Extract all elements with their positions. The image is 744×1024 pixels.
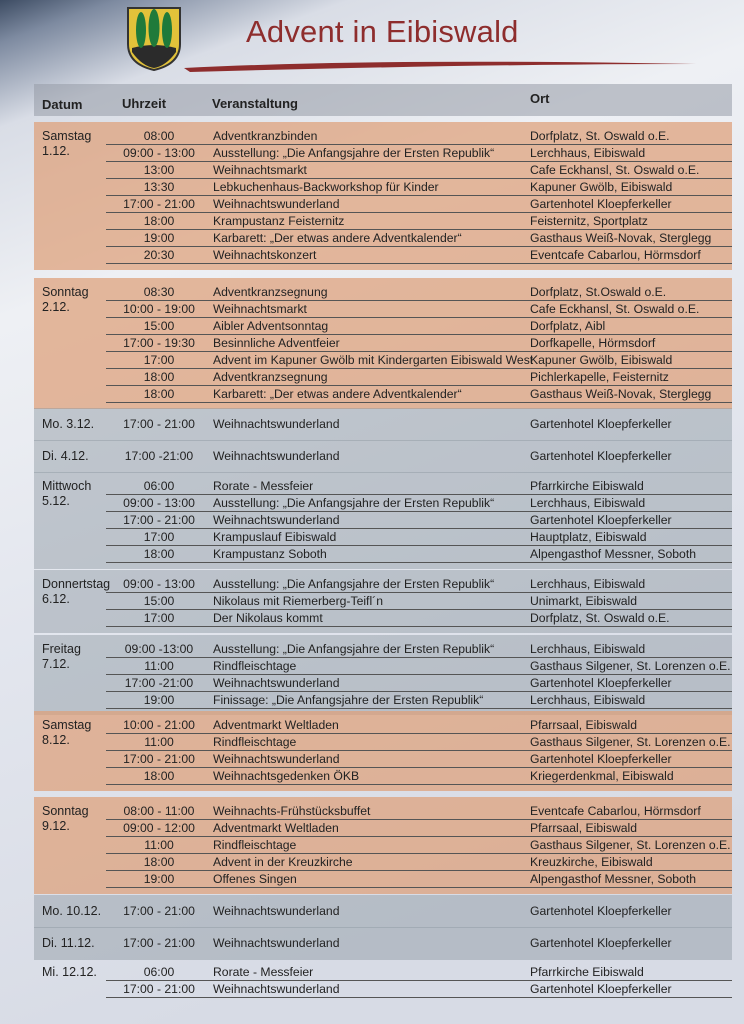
header-veranstaltung: Veranstaltung	[212, 96, 298, 111]
event-row	[34, 576, 732, 593]
event-place: Gartenhotel Kloepferkeller	[530, 982, 672, 996]
event-row	[34, 145, 732, 162]
day-section	[34, 797, 732, 894]
event-name: Weihnachtswunderland	[213, 449, 340, 463]
event-time: 17:00 - 21:00	[123, 904, 195, 918]
event-name: Weihnachtsmarkt	[213, 163, 307, 177]
title-swoosh	[180, 54, 700, 76]
event-row	[34, 478, 732, 495]
event-name: Krampustanz Feisternitz	[213, 214, 345, 228]
event-row	[34, 495, 732, 512]
event-time: 19:00	[143, 231, 175, 245]
event-place: Dorfplatz, Aibl	[530, 319, 606, 333]
event-place: Gartenhotel Kloepferkeller	[530, 752, 672, 766]
day-name: Freitag	[42, 642, 81, 656]
day-section	[34, 570, 732, 633]
event-name: Rindfleischtage	[213, 659, 297, 673]
event-row	[34, 803, 732, 820]
day-name: Di. 11.12.	[42, 936, 95, 950]
row-divider	[106, 887, 732, 888]
event-row	[34, 386, 732, 403]
event-row	[34, 641, 732, 658]
event-name: Weihnachtswunderland	[213, 936, 340, 950]
event-place: Pfarrsaal, Eibiswald	[530, 718, 638, 732]
event-row	[34, 335, 732, 352]
day-date: 5.12.	[42, 494, 70, 508]
event-row	[34, 610, 732, 627]
event-row	[34, 854, 732, 871]
event-place: Lerchhaus, Eibiswald	[530, 577, 646, 591]
event-row	[34, 871, 732, 888]
row-divider	[106, 562, 732, 563]
row-divider	[106, 784, 732, 785]
event-time: 15:00	[143, 594, 175, 608]
row-divider	[106, 626, 732, 627]
event-row	[34, 658, 732, 675]
event-name: Weihnachtskonzert	[213, 248, 317, 262]
event-place: Eventcafe Cabarlou, Hörmsdorf	[530, 804, 701, 818]
event-place: Kreuzkirche, Eibiswald	[530, 855, 653, 869]
event-place: Gasthaus Weiß-Novak, Sterglegg	[530, 231, 712, 245]
day-name: Sonntag	[42, 804, 89, 818]
event-name: Ausstellung: „Die Anfangsjahre der Ersten Republik“	[213, 146, 495, 160]
event-place: Eventcafe Cabarlou, Hörmsdorf	[530, 248, 701, 262]
event-row	[34, 593, 732, 610]
event-name: Adventkranzbinden	[213, 129, 318, 143]
event-name: Weihnachtsgedenken ÖKB	[213, 769, 360, 783]
event-row	[34, 284, 732, 301]
day-name: Di. 4.12.	[42, 449, 89, 463]
event-name: Weihnachtswunderland	[213, 752, 340, 766]
event-time: 17:00 - 21:00	[123, 936, 195, 950]
event-time: 17:00 - 19:30	[123, 336, 195, 350]
event-time: 19:00	[143, 693, 175, 707]
event-row	[34, 512, 732, 529]
event-time: 08:00	[143, 129, 175, 143]
event-time: 17:00 - 21:00	[123, 982, 195, 996]
event-row	[34, 964, 732, 981]
table-header	[34, 84, 732, 116]
event-place: Cafe Eckhansl, St. Oswald o.E.	[530, 163, 700, 177]
event-time: 17:00 - 21:00	[123, 417, 195, 431]
event-place: Gasthaus Silgener, St. Lorenzen o.E.	[530, 838, 731, 852]
row-divider	[106, 997, 732, 998]
event-place: Gartenhotel Kloepferkeller	[530, 449, 672, 463]
event-row	[34, 448, 732, 465]
day-section	[34, 895, 732, 928]
event-place: Lerchhaus, Eibiswald	[530, 693, 646, 707]
event-time: 20:30	[143, 248, 175, 262]
event-place: Pfarrsaal, Eibiswald	[530, 821, 638, 835]
day-section	[34, 278, 732, 409]
event-time: 17:00 - 21:00	[123, 752, 195, 766]
day-section	[34, 440, 732, 473]
day-name: Samstag	[42, 718, 92, 732]
event-row	[34, 247, 732, 264]
event-place: Gasthaus Silgener, St. Lorenzen o.E.	[530, 659, 731, 673]
event-place: Pfarrkirche Eibiswald	[530, 965, 644, 979]
event-time: 09:00 - 13:00	[123, 577, 195, 591]
event-row	[34, 318, 732, 335]
event-name: Nikolaus mit Riemerberg-Teifl´n	[213, 594, 383, 608]
event-name: Weihnachtsmarkt	[213, 302, 307, 316]
event-row	[34, 981, 732, 998]
event-place: Feisternitz, Sportplatz	[530, 214, 648, 228]
event-row	[34, 903, 732, 920]
event-place: Pichlerkapelle, Feisternitz	[530, 370, 669, 384]
event-time: 11:00	[144, 659, 174, 673]
event-place: Gartenhotel Kloepferkeller	[530, 513, 672, 527]
event-row	[34, 352, 732, 369]
day-date: 8.12.	[42, 733, 70, 747]
event-place: Kriegerdenkmal, Eibiswald	[530, 769, 674, 783]
event-name: Adventkranzsegnung	[213, 285, 328, 299]
event-time: 17:00 -21:00	[124, 676, 194, 690]
event-row	[34, 692, 732, 709]
event-time: 09:00 - 13:00	[123, 496, 195, 510]
header-uhrzeit: Uhrzeit	[122, 96, 167, 111]
event-row	[34, 675, 732, 692]
day-name: Mo. 3.12.	[42, 417, 95, 431]
event-time: 17:00	[143, 611, 175, 625]
row-divider	[106, 708, 732, 709]
event-name: Weihnachts-Frühstücksbuffet	[213, 804, 371, 818]
event-name: Besinnliche Adventfeier	[213, 336, 340, 350]
event-place: Dorfplatz, St.Oswald o.E.	[530, 285, 667, 299]
day-date: 9.12.	[42, 819, 70, 833]
event-time: 08:00 - 11:00	[123, 804, 195, 818]
event-time: 19:00	[143, 872, 175, 886]
event-time: 13:30	[143, 180, 175, 194]
event-time: 17:00 - 21:00	[123, 197, 195, 211]
event-time: 06:00	[143, 479, 175, 493]
header-datum: Datum	[42, 97, 83, 112]
event-time: 11:00	[144, 735, 174, 749]
event-time: 17:00 - 21:00	[123, 513, 195, 527]
event-name: Weihnachtswunderland	[213, 417, 340, 431]
event-row	[34, 717, 732, 734]
event-row	[34, 128, 732, 145]
day-date: 1.12.	[42, 144, 70, 158]
event-place: Alpengasthof Messner, Soboth	[530, 872, 696, 886]
event-name: Adventmarkt Weltladen	[213, 821, 339, 835]
event-row	[34, 837, 732, 854]
event-time: 09:00 -13:00	[124, 642, 194, 656]
event-place: Gartenhotel Kloepferkeller	[530, 904, 672, 918]
day-name: Sonntag	[42, 285, 89, 299]
event-name: Ausstellung: „Die Anfangsjahre der Ersten Republik“	[213, 642, 495, 656]
event-time: 18:00	[143, 769, 175, 783]
event-name: Weihnachtswunderland	[213, 982, 340, 996]
event-row	[34, 734, 732, 751]
event-row	[34, 162, 732, 179]
event-time: 08:30	[143, 285, 175, 299]
event-time: 10:00 - 19:00	[123, 302, 195, 316]
event-place: Lerchhaus, Eibiswald	[530, 146, 646, 160]
event-name: Lebkuchenhaus-Backworkshop für Kinder	[213, 180, 439, 194]
day-section	[34, 472, 732, 569]
event-place: Gartenhotel Kloepferkeller	[530, 197, 672, 211]
event-name: Adventkranzsegnung	[213, 370, 328, 384]
event-time: 11:00	[144, 838, 174, 852]
event-row	[34, 935, 732, 952]
event-place: Kapuner Gwölb, Eibiswald	[530, 180, 673, 194]
event-row	[34, 369, 732, 386]
event-name: Krampustanz Soboth	[213, 547, 327, 561]
event-row	[34, 529, 732, 546]
event-place: Lerchhaus, Eibiswald	[530, 642, 646, 656]
event-row	[34, 546, 732, 563]
event-row	[34, 196, 732, 213]
event-name: Ausstellung: „Die Anfangsjahre der Ersten Republik“	[213, 577, 495, 591]
event-row	[34, 230, 732, 247]
event-name: Weihnachtswunderland	[213, 676, 340, 690]
event-place: Gartenhotel Kloepferkeller	[530, 676, 672, 690]
event-name: Advent im Kapuner Gwölb mit Kindergarten Eibiswald West	[213, 353, 534, 367]
day-section	[34, 711, 732, 791]
event-place: Unimarkt, Eibiswald	[530, 594, 638, 608]
event-name: Krampuslauf Eibiswald	[213, 530, 337, 544]
header-ort: Ort	[530, 91, 550, 106]
event-time: 09:00 - 13:00	[123, 146, 195, 160]
event-time: 18:00	[143, 547, 175, 561]
event-name: Aibler Adventsonntag	[213, 319, 329, 333]
day-section	[34, 408, 732, 441]
event-name: Offenes Singen	[213, 872, 297, 886]
coat-of-arms-icon	[126, 6, 182, 72]
event-name: Der Nikolaus kommt	[213, 611, 323, 625]
event-time: 18:00	[143, 387, 175, 401]
day-date: 6.12.	[42, 592, 70, 606]
event-place: Gartenhotel Kloepferkeller	[530, 936, 672, 950]
event-time: 18:00	[143, 855, 175, 869]
event-place: Cafe Eckhansl, St. Oswald o.E.	[530, 302, 700, 316]
day-date: 2.12.	[42, 300, 70, 314]
event-place: Gartenhotel Kloepferkeller	[530, 417, 672, 431]
event-name: Rorate - Messfeier	[213, 479, 314, 493]
day-section	[34, 635, 732, 715]
event-row	[34, 751, 732, 768]
event-row	[34, 416, 732, 433]
event-name: Weihnachtswunderland	[213, 904, 340, 918]
event-time: 17:00 -21:00	[124, 449, 194, 463]
event-place: Dorfkapelle, Hörmsdorf	[530, 336, 656, 350]
day-name: Mittwoch	[42, 479, 92, 493]
event-name: Rorate - Messfeier	[213, 965, 314, 979]
event-row	[34, 301, 732, 318]
event-time: 13:00	[143, 163, 175, 177]
event-time: 17:00	[143, 530, 175, 544]
day-section	[34, 122, 732, 270]
event-time: 15:00	[143, 319, 175, 333]
event-name: Rindfleischtage	[213, 735, 297, 749]
row-divider	[106, 263, 732, 264]
day-section	[34, 958, 732, 1004]
event-name: Weihnachtswunderland	[213, 197, 340, 211]
event-name: Karbarett: „Der etwas andere Adventkalender“	[213, 387, 462, 401]
event-row	[34, 213, 732, 230]
event-name: Adventmarkt Weltladen	[213, 718, 339, 732]
event-place: Dorfplatz, St. Oswald o.E.	[530, 611, 670, 625]
event-name: Karbarett: „Der etwas andere Adventkalender“	[213, 231, 462, 245]
day-name: Donnertstag	[42, 577, 111, 591]
day-date: 7.12.	[42, 657, 70, 671]
day-name: Mi. 12.12.	[42, 965, 97, 979]
event-time: 18:00	[143, 214, 175, 228]
row-divider	[106, 402, 732, 403]
event-place: Hauptplatz, Eibiswald	[530, 530, 647, 544]
event-row	[34, 179, 732, 196]
event-name: Finissage: „Die Anfangsjahre der Ersten Republik“	[213, 693, 484, 707]
event-name: Rindfleischtage	[213, 838, 297, 852]
event-place: Gasthaus Weiß-Novak, Sterglegg	[530, 387, 712, 401]
day-name: Mo. 10.12.	[42, 904, 102, 918]
event-name: Advent in der Kreuzkirche	[213, 855, 353, 869]
event-place: Kapuner Gwölb, Eibiswald	[530, 353, 673, 367]
event-name: Weihnachtswunderland	[213, 513, 340, 527]
event-place: Alpengasthof Messner, Soboth	[530, 547, 696, 561]
event-time: 17:00	[143, 353, 175, 367]
event-name: Ausstellung: „Die Anfangsjahre der Ersten Republik“	[213, 496, 495, 510]
day-section	[34, 927, 732, 960]
event-time: 06:00	[143, 965, 175, 979]
event-time: 18:00	[143, 370, 175, 384]
event-time: 09:00 - 12:00	[123, 821, 195, 835]
event-place: Lerchhaus, Eibiswald	[530, 496, 646, 510]
event-place: Dorfplatz, St. Oswald o.E.	[530, 129, 670, 143]
day-name: Samstag	[42, 129, 92, 143]
event-time: 10:00 - 21:00	[123, 718, 195, 732]
event-place: Gasthaus Silgener, St. Lorenzen o.E.	[530, 735, 731, 749]
event-row	[34, 820, 732, 837]
page-title: Advent in Eibiswald	[246, 14, 519, 49]
event-row	[34, 768, 732, 785]
event-place: Pfarrkirche Eibiswald	[530, 479, 644, 493]
